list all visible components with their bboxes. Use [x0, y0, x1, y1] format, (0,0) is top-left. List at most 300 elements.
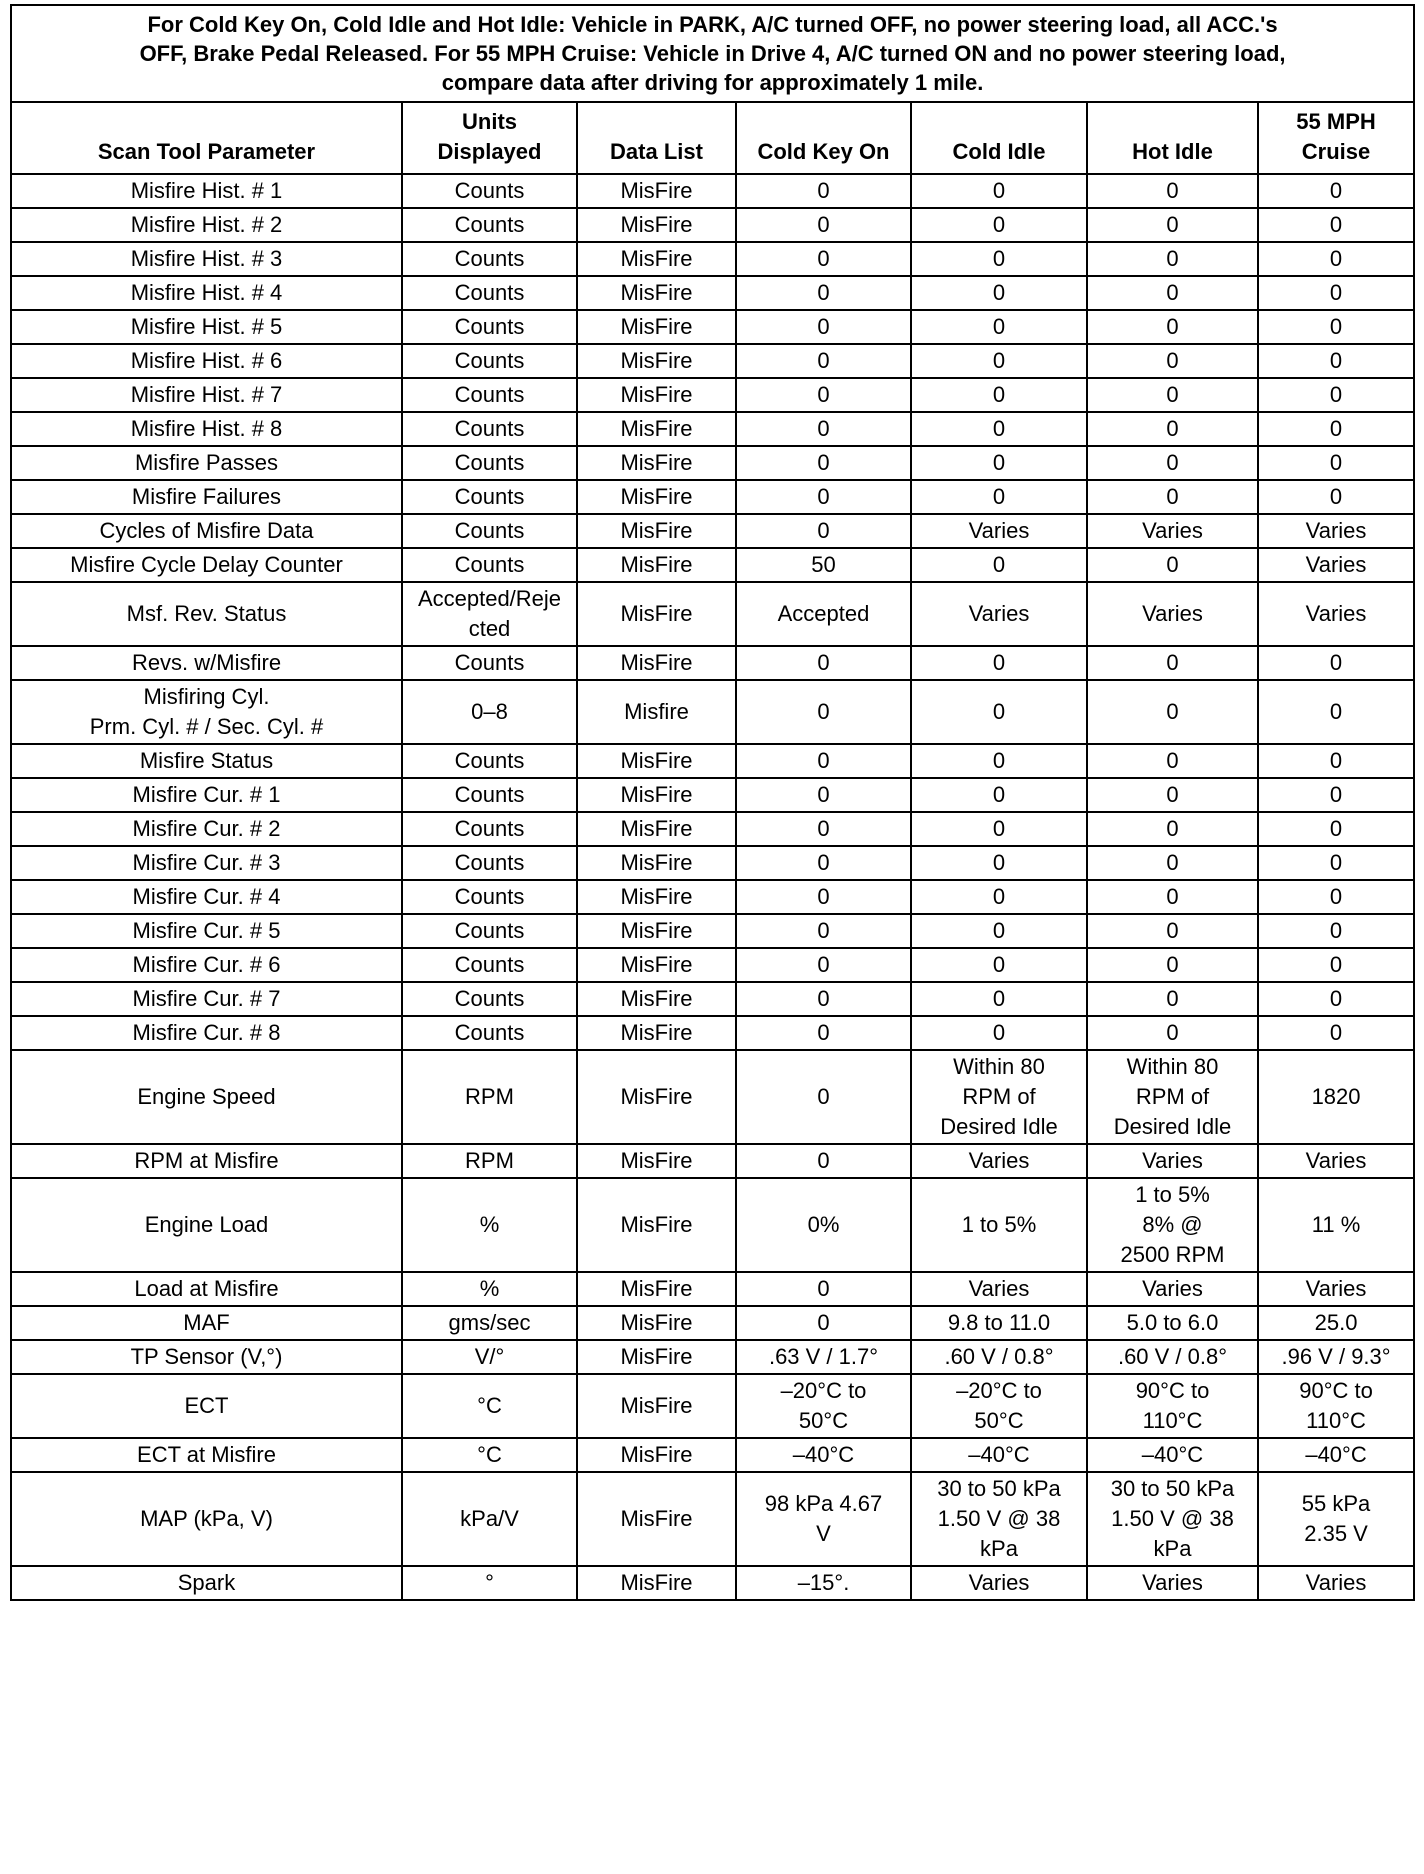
cell-text: Desired Idle — [1113, 1114, 1232, 1139]
cell-data-list — [577, 548, 736, 582]
cell-text: Misfire Passes — [134, 450, 279, 475]
table-row — [11, 1374, 1414, 1438]
cell-text: Counts — [454, 748, 525, 773]
cell-text: Counts — [454, 212, 525, 237]
cell-text: 0 — [1166, 348, 1179, 373]
cell-text: 0 — [992, 782, 1006, 807]
cell-text: 0 — [992, 850, 1006, 875]
cell-text: Counts — [454, 552, 525, 577]
cell-hot-idle — [1087, 982, 1258, 1016]
cell-data-list — [577, 778, 736, 812]
cell-text: Counts — [454, 782, 525, 807]
cell-text: Counts — [454, 816, 525, 841]
cell-text: Counts — [454, 1020, 525, 1045]
cell-units — [402, 1306, 577, 1340]
cell-units — [402, 1272, 577, 1306]
cell-cold-key-on — [736, 744, 911, 778]
cell-text: Varies — [1142, 518, 1203, 543]
cell-55-mph-cruise — [1258, 1016, 1414, 1050]
cell-text: 50°C — [974, 1408, 1024, 1433]
cell-text: °C — [477, 1442, 502, 1467]
header-cruise-line-1: 55 MPH — [1296, 109, 1376, 134]
table-row — [11, 514, 1414, 548]
cell-text: Misfire — [624, 699, 689, 724]
cell-text: 0 — [1329, 382, 1343, 407]
cell-text: Misfire Hist. # 5 — [130, 314, 283, 339]
cell-cold-idle — [911, 1306, 1087, 1340]
cell-text: 0 — [992, 552, 1006, 577]
cell-units — [402, 1472, 577, 1566]
header-data-list: Data List — [577, 102, 736, 174]
cell-text: 0 — [817, 1310, 830, 1335]
cell-text: 0 — [1166, 918, 1179, 943]
cell-55-mph-cruise — [1258, 344, 1414, 378]
cell-units — [402, 1340, 577, 1374]
header-cold-key-on: Cold Key On — [736, 102, 911, 174]
cell-text: V — [816, 1521, 831, 1546]
cell-55-mph-cruise — [1258, 914, 1414, 948]
table-row — [11, 948, 1414, 982]
cell-text: MisFire — [620, 552, 693, 577]
cell-text: 0 — [817, 650, 830, 675]
cell-text: MisFire — [620, 1276, 693, 1301]
cell-text: Misfire Cur. # 6 — [132, 952, 281, 977]
cell-text: 0 — [1329, 952, 1343, 977]
table-row — [11, 1144, 1414, 1178]
table-row — [11, 242, 1414, 276]
cell-data-list — [577, 1272, 736, 1306]
cell-55-mph-cruise — [1258, 880, 1414, 914]
cell-text: Misfiring Cyl. — [143, 684, 270, 709]
cell-text: 30 to 50 kPa — [937, 1476, 1061, 1501]
cell-hot-idle — [1087, 1566, 1258, 1600]
header-cold-idle: Cold Idle — [911, 102, 1087, 174]
cell-hot-idle — [1087, 548, 1258, 582]
cell-text: 0 — [817, 782, 830, 807]
cell-text: kPa — [1153, 1536, 1192, 1561]
cell-text: 0 — [817, 348, 830, 373]
table-row — [11, 846, 1414, 880]
cell-text: 0 — [1166, 382, 1179, 407]
cell-55-mph-cruise — [1258, 310, 1414, 344]
cell-55-mph-cruise — [1258, 1472, 1414, 1566]
cell-text: 0 — [1166, 450, 1179, 475]
cell-text: 0 — [992, 280, 1006, 305]
cell-hot-idle — [1087, 744, 1258, 778]
cell-parameter — [11, 1472, 402, 1566]
cell-units — [402, 1438, 577, 1472]
cell-text: Prm. Cyl. # / Sec. Cyl. # — [89, 714, 324, 739]
cell-text: kPa/V — [460, 1506, 519, 1531]
cell-data-list — [577, 982, 736, 1016]
cell-cold-key-on — [736, 948, 911, 982]
cell-parameter — [11, 646, 402, 680]
cell-data-list — [577, 680, 736, 744]
cell-parameter — [11, 582, 402, 646]
cell-hot-idle — [1087, 276, 1258, 310]
cell-hot-idle — [1087, 412, 1258, 446]
cell-text: 0 — [1166, 816, 1179, 841]
cell-data-list — [577, 480, 736, 514]
header-units-line-2: Displayed — [437, 139, 542, 164]
cell-cold-idle — [911, 948, 1087, 982]
cell-text: Misfire Hist. # 1 — [130, 178, 283, 203]
cell-text: 0 — [1166, 1020, 1179, 1045]
cell-text: MisFire — [620, 884, 693, 909]
cell-units — [402, 744, 577, 778]
cell-text: Accepted — [777, 601, 870, 626]
cell-data-list — [577, 344, 736, 378]
cell-hot-idle — [1087, 646, 1258, 680]
cell-text: 0 — [992, 484, 1006, 509]
cell-cold-idle — [911, 1178, 1087, 1272]
cell-text: gms/sec — [448, 1310, 531, 1335]
cell-text: 0 — [992, 748, 1006, 773]
cell-cold-key-on — [736, 514, 911, 548]
cell-parameter — [11, 1178, 402, 1272]
cell-text: Varies — [968, 601, 1030, 626]
cell-text: 0 — [992, 450, 1006, 475]
cell-units — [402, 1144, 577, 1178]
cell-text: MisFire — [620, 348, 693, 373]
cell-cold-idle — [911, 514, 1087, 548]
cell-text: MisFire — [620, 1310, 693, 1335]
cell-text: 50 — [811, 552, 836, 577]
cell-text: 9.8 to 11.0 — [947, 1310, 1051, 1335]
cell-text: 0 — [817, 484, 830, 509]
cell-text: Msf. Rev. Status — [126, 601, 287, 626]
cell-text: Varies — [968, 1148, 1030, 1173]
cell-text: °C — [477, 1393, 502, 1418]
cell-data-list — [577, 1016, 736, 1050]
cell-text: Varies — [1142, 1570, 1203, 1595]
cell-hot-idle — [1087, 344, 1258, 378]
cell-text: Counts — [454, 850, 525, 875]
cell-parameter — [11, 344, 402, 378]
cell-cold-key-on — [736, 276, 911, 310]
cell-cold-key-on — [736, 880, 911, 914]
cell-text: 0 — [1329, 1020, 1343, 1045]
cell-data-list — [577, 880, 736, 914]
cell-text: 0 — [1166, 782, 1179, 807]
cell-units — [402, 646, 577, 680]
cell-text: 0 — [1329, 699, 1343, 724]
table-row — [11, 378, 1414, 412]
cell-text: 11 % — [1311, 1212, 1361, 1237]
cell-parameter — [11, 846, 402, 880]
cell-text: MisFire — [620, 918, 693, 943]
cell-cold-key-on — [736, 1272, 911, 1306]
cell-text: cted — [468, 616, 511, 641]
cell-text: MisFire — [620, 450, 693, 475]
cell-55-mph-cruise — [1258, 646, 1414, 680]
header-cruise-line-2: Cruise — [1301, 139, 1371, 164]
cell-text: 0 — [1166, 952, 1179, 977]
cell-text: –40°C — [968, 1442, 1030, 1467]
cell-text: 0 — [992, 918, 1006, 943]
cell-data-list — [577, 378, 736, 412]
cell-text: 0 — [992, 884, 1006, 909]
cell-data-list — [577, 208, 736, 242]
cell-hot-idle — [1087, 914, 1258, 948]
cell-text: –40°C — [792, 1442, 855, 1467]
cell-hot-idle — [1087, 174, 1258, 208]
table-row — [11, 548, 1414, 582]
cell-text: Counts — [454, 280, 525, 305]
cell-units — [402, 174, 577, 208]
cell-text: 30 to 50 kPa — [1110, 1476, 1235, 1501]
cell-55-mph-cruise — [1258, 548, 1414, 582]
cell-text: Load at Misfire — [134, 1276, 279, 1301]
scan-tool-data-document — [10, 4, 1413, 1601]
cell-cold-idle — [911, 914, 1087, 948]
cell-text: 0 — [992, 348, 1006, 373]
cell-hot-idle — [1087, 208, 1258, 242]
cell-text: 0 — [1329, 484, 1343, 509]
cell-parameter — [11, 276, 402, 310]
scan-tool-data-table — [10, 4, 1415, 1601]
cell-55-mph-cruise — [1258, 1566, 1414, 1600]
cell-units — [402, 846, 577, 880]
cell-text: 0 — [1329, 416, 1343, 441]
cell-data-list — [577, 1340, 736, 1374]
cell-text: 2500 RPM — [1120, 1242, 1225, 1267]
cell-cold-key-on — [736, 446, 911, 480]
cell-parameter — [11, 310, 402, 344]
cell-text: Counts — [454, 918, 525, 943]
table-row — [11, 1050, 1414, 1144]
cell-parameter — [11, 1016, 402, 1050]
banner-line-2: OFF, Brake Pedal Released. For 55 MPH Cruise: Vehicle in Drive 4, A/C turned ON and no power steering load, — [139, 41, 1286, 66]
cell-cold-key-on — [736, 1144, 911, 1178]
table-row — [11, 914, 1414, 948]
cell-cold-key-on — [736, 1472, 911, 1566]
cell-units — [402, 446, 577, 480]
cell-hot-idle — [1087, 1050, 1258, 1144]
cell-hot-idle — [1087, 1144, 1258, 1178]
cell-55-mph-cruise — [1258, 1178, 1414, 1272]
cell-text: MisFire — [620, 178, 693, 203]
cell-hot-idle — [1087, 1340, 1258, 1374]
cell-text: 0 — [817, 416, 830, 441]
cell-text: 0 — [817, 1020, 830, 1045]
cell-text: 0 — [1166, 552, 1179, 577]
cell-parameter — [11, 1566, 402, 1600]
cell-parameter — [11, 208, 402, 242]
cell-cold-idle — [911, 480, 1087, 514]
cell-55-mph-cruise — [1258, 480, 1414, 514]
table-row — [11, 208, 1414, 242]
cell-cold-key-on — [736, 208, 911, 242]
cell-text: MAP (kPa, V) — [140, 1506, 273, 1531]
cell-text: MisFire — [620, 314, 693, 339]
cell-cold-key-on — [736, 680, 911, 744]
cell-cold-idle — [911, 1016, 1087, 1050]
cell-text: 0 — [817, 986, 830, 1011]
cell-text: MisFire — [620, 416, 693, 441]
cell-text: 0 — [1166, 884, 1179, 909]
cell-data-list — [577, 646, 736, 680]
cell-text: 8% @ — [1142, 1212, 1203, 1237]
table-row — [11, 982, 1414, 1016]
cell-text: Misfire Hist. # 8 — [130, 416, 283, 441]
header-scan-tool-parameter: Scan Tool Parameter — [11, 102, 402, 174]
cell-text: Counts — [454, 986, 525, 1011]
header-row — [11, 102, 1414, 174]
cell-units — [402, 548, 577, 582]
cell-data-list — [577, 846, 736, 880]
cell-text: 5.0 to 6.0 — [1126, 1310, 1219, 1335]
cell-units — [402, 680, 577, 744]
cell-units — [402, 948, 577, 982]
cell-text: 0 — [817, 952, 830, 977]
cell-text: 0 — [1329, 212, 1343, 237]
cell-text: 1.50 V @ 38 — [937, 1506, 1061, 1531]
cell-units — [402, 582, 577, 646]
cell-text: MisFire — [620, 1084, 693, 1109]
table-row — [11, 344, 1414, 378]
cell-text: 0 — [992, 212, 1006, 237]
cell-cold-key-on — [736, 1566, 911, 1600]
cell-parameter — [11, 1340, 402, 1374]
cell-text: MisFire — [620, 212, 693, 237]
cell-text: 0 — [1166, 246, 1179, 271]
cell-hot-idle — [1087, 1438, 1258, 1472]
cell-text: Counts — [454, 382, 525, 407]
cell-text: 1.50 V @ 38 — [1111, 1506, 1234, 1531]
cell-parameter — [11, 680, 402, 744]
cell-text: 0 — [992, 1020, 1006, 1045]
cell-cold-idle — [911, 1272, 1087, 1306]
cell-55-mph-cruise — [1258, 208, 1414, 242]
cell-units — [402, 1016, 577, 1050]
cell-cold-idle — [911, 310, 1087, 344]
cell-55-mph-cruise — [1258, 778, 1414, 812]
cell-cold-idle — [911, 1340, 1087, 1374]
cell-text: 0 — [817, 212, 830, 237]
cell-hot-idle — [1087, 680, 1258, 744]
cell-text: Misfire Hist. # 2 — [130, 212, 283, 237]
cell-units — [402, 208, 577, 242]
cell-parameter — [11, 548, 402, 582]
cell-text: Counts — [454, 314, 525, 339]
cell-text: 0 — [1329, 884, 1343, 909]
table-row — [11, 1016, 1414, 1050]
cell-text: 0 — [1329, 748, 1343, 773]
cell-cold-key-on — [736, 412, 911, 446]
cell-cold-idle — [911, 208, 1087, 242]
cell-text: 1 to 5% — [961, 1212, 1037, 1237]
cell-text: Varies — [1305, 518, 1367, 543]
cell-cold-idle — [911, 1566, 1087, 1600]
table-row — [11, 1178, 1414, 1272]
cell-data-list — [577, 174, 736, 208]
cell-text: Varies — [1305, 1276, 1367, 1301]
cell-units — [402, 778, 577, 812]
cell-data-list — [577, 1472, 736, 1566]
table-row — [11, 1566, 1414, 1600]
cell-text: MisFire — [620, 246, 693, 271]
cell-text: Counts — [454, 246, 525, 271]
cell-cold-key-on — [736, 582, 911, 646]
cell-text: Misfire Cur. # 4 — [132, 884, 281, 909]
cell-parameter — [11, 242, 402, 276]
cell-parameter — [11, 378, 402, 412]
conditions-banner — [11, 5, 1414, 102]
cell-text: MisFire — [620, 850, 693, 875]
cell-text: MisFire — [620, 1020, 693, 1045]
cell-units — [402, 1374, 577, 1438]
cell-hot-idle — [1087, 846, 1258, 880]
cell-text: 0 — [1329, 314, 1343, 339]
cell-parameter — [11, 446, 402, 480]
cell-text: Misfire Cur. # 5 — [132, 918, 281, 943]
cell-text: 0 — [817, 178, 830, 203]
cell-cold-idle — [911, 174, 1087, 208]
cell-text: 90°C to — [1299, 1378, 1373, 1403]
cell-text: RPM — [465, 1084, 514, 1109]
cell-text: MisFire — [620, 782, 693, 807]
cell-text: 0 — [817, 850, 830, 875]
cell-text: 0 — [817, 280, 830, 305]
cell-data-list — [577, 948, 736, 982]
cell-text: 0 — [1329, 986, 1343, 1011]
cell-data-list — [577, 412, 736, 446]
conditions-banner-cell — [11, 5, 1414, 102]
cell-hot-idle — [1087, 1306, 1258, 1340]
cell-cold-idle — [911, 276, 1087, 310]
cell-text: MisFire — [620, 816, 693, 841]
cell-text: 0–8 — [471, 699, 508, 724]
cell-parameter — [11, 1144, 402, 1178]
cell-units — [402, 1050, 577, 1144]
cell-text: 0 — [1329, 246, 1343, 271]
cell-cold-idle — [911, 1472, 1087, 1566]
cell-text: Varies — [1142, 601, 1203, 626]
cell-data-list — [577, 744, 736, 778]
cell-data-list — [577, 514, 736, 548]
cell-text: 0 — [992, 952, 1006, 977]
cell-text: MisFire — [620, 952, 693, 977]
cell-data-list — [577, 914, 736, 948]
cell-text: 0 — [992, 382, 1006, 407]
cell-parameter — [11, 1374, 402, 1438]
table-body — [11, 174, 1414, 1600]
cell-units — [402, 1566, 577, 1600]
cell-units — [402, 310, 577, 344]
cell-text: .96 V / 9.3° — [1281, 1344, 1391, 1369]
cell-text: 0 — [1329, 450, 1343, 475]
cell-text: –20°C to — [956, 1378, 1042, 1403]
cell-text: 0 — [817, 1276, 830, 1301]
cell-text: Engine Speed — [137, 1084, 276, 1109]
cell-units — [402, 514, 577, 548]
cell-text: 0 — [992, 699, 1006, 724]
cell-text: Counts — [454, 952, 525, 977]
cell-text: 0 — [1329, 280, 1343, 305]
cell-text: RPM at Misfire — [134, 1148, 279, 1173]
cell-hot-idle — [1087, 1374, 1258, 1438]
cell-cold-idle — [911, 378, 1087, 412]
cell-hot-idle — [1087, 242, 1258, 276]
cell-55-mph-cruise — [1258, 514, 1414, 548]
cell-hot-idle — [1087, 948, 1258, 982]
cell-text: 0 — [817, 748, 830, 773]
cell-text: 90°C to — [1135, 1378, 1210, 1403]
cell-units — [402, 982, 577, 1016]
cell-cold-key-on — [736, 1016, 911, 1050]
cell-text: 0 — [817, 884, 830, 909]
